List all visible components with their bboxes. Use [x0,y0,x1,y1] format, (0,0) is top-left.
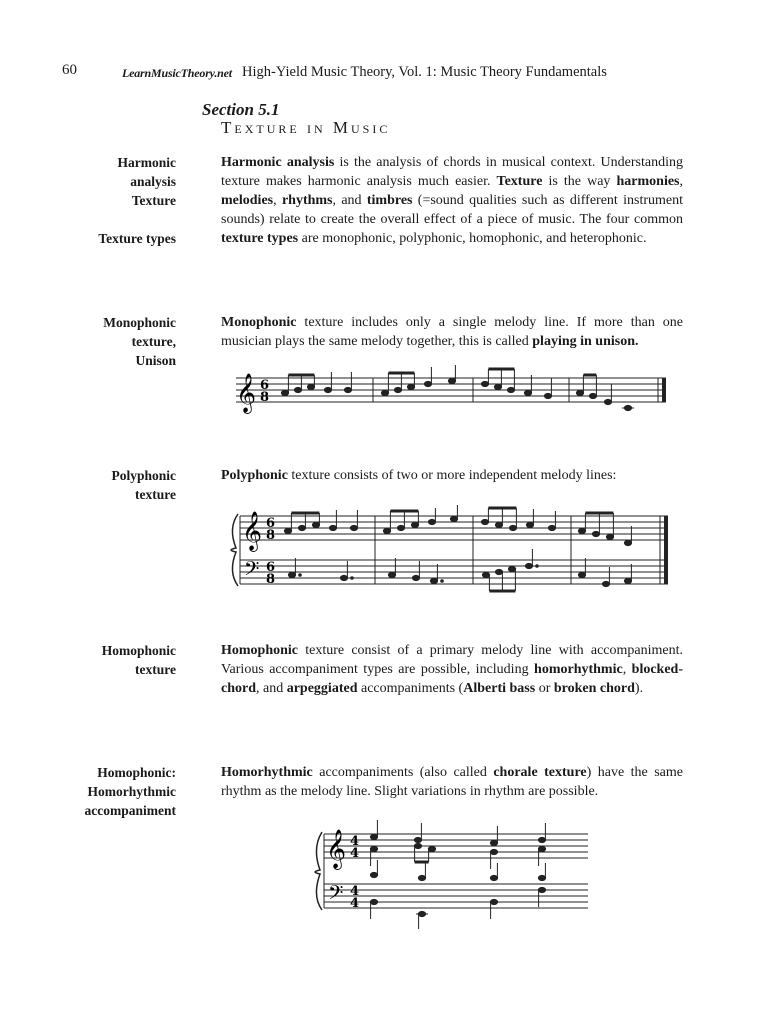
time-signature-top: 6 [266,560,276,575]
margin-line: texture [135,487,176,502]
margin-line: Homophonic: [97,765,176,780]
margin-note-homophonic [60,641,176,679]
treble-clef-icon: 𝄞 [242,511,263,551]
chorale-notes [370,820,545,929]
treble-clef-icon: 𝄞 [326,829,347,869]
margin-line: texture [135,662,176,677]
time-signature-top: 6 [266,516,276,531]
bold-term: blocked-chord [221,662,683,696]
margin-line: Homorhythmic [87,784,176,799]
text-run: is the analysis of chords in musical context. Understanding texture makes harmonic analysis much easier. [221,155,683,189]
margin-line: texture, [131,334,176,349]
text-run: ). [634,681,644,696]
bold-term: texture types [221,231,299,246]
bold-term: Polyphonic [221,468,288,483]
time-signature-top: 4 [350,884,360,899]
text-run: , and [332,193,367,208]
treble-clef-icon: 𝄞 [236,373,257,413]
text-run: (=sound qualities such as different instrument sounds) relate to create the overall effect of a piece of music. The four common [221,193,683,227]
lower-voice-notes [288,549,631,591]
text-run: , [622,662,632,677]
text-run: texture includes only a single melody line. If more than one musician plays the same melody together, this is called [221,315,683,349]
paragraph-polyphonic [221,466,683,485]
bold-term: homorhythmic [534,662,623,677]
margin-note-harmonic-analysis [60,153,176,210]
text-run: or [535,681,554,696]
margin-line: Texture [131,193,176,208]
text-run: texture consist of a primary melody line with accompaniment. Various accompaniment types are possible, including [221,643,683,677]
bold-term: rhythms [281,193,333,208]
margin-note-monophonic [60,313,176,370]
bold-term: melodies [221,193,274,208]
text-run: texture consists of two or more independent melody lines: [287,468,617,483]
time-signature-bottom: 8 [266,572,276,587]
text-run: is the way [542,174,617,189]
paragraph-homophonic [221,641,683,698]
bold-term: harmonies [616,174,680,189]
text-run: , and [256,681,287,696]
margin-line: Texture types [98,231,176,246]
bold-term: Homophonic [221,643,299,658]
paragraph-harmonic-analysis [221,153,683,248]
paragraph-monophonic [221,313,683,351]
text-run: ) have the same rhythm as the melody line. Slight variations in rhythm are possible. [221,765,683,799]
time-signature-bottom: 4 [350,896,360,911]
margin-note-polyphonic [60,466,176,504]
text-run: are monophonic, polyphonic, homophonic, and heterophonic. [298,231,647,246]
bold-term: Alberti bass [463,681,536,696]
bold-term: Homorhythmic [221,765,313,780]
paragraph-homorhythmic [221,763,683,801]
bold-term: timbres [366,193,413,208]
section-label: Section 5.1 [202,100,280,119]
bass-clef-icon: 𝄢 [328,881,344,909]
bold-term: chorale texture [493,765,587,780]
text-run: accompaniments (also called [312,765,494,780]
time-signature-top: 6 [260,378,270,393]
time-signature-bottom: 8 [260,390,270,405]
time-signature-bottom: 4 [350,846,360,861]
bold-term: Harmonic analysis [221,155,335,170]
margin-note-homorhythmic [60,763,176,820]
margin-line: analysis [130,174,176,189]
text-run: accompaniments ( [357,681,464,696]
section-title: Texture in Music [221,118,391,137]
homorhythmic-music-example [314,826,590,930]
bold-term: Texture [496,174,543,189]
polyphonic-music-example [232,508,674,590]
margin-note-texture-types [60,229,176,248]
bold-term: Monophonic [221,315,297,330]
bold-term: arpeggiated [286,681,358,696]
running-title: High-Yield Music Theory, Vol. 1: Music Theory Fundamentals [242,64,607,80]
bold-term: playing in unison. [532,334,639,349]
text-run: , [273,193,282,208]
bold-term: broken chord [553,681,635,696]
margin-line: Polyphonic [111,468,176,483]
bass-clef-icon: 𝄢 [244,557,260,585]
time-signature-bottom: 8 [266,528,276,543]
text-run: , [679,174,683,189]
margin-line: accompaniment [84,803,176,818]
page-number: 60 [62,62,77,78]
margin-line: Harmonic [117,155,176,170]
time-signature-top: 4 [350,834,360,849]
site-logo-text: LearnMusicTheory.net [122,66,232,80]
margin-line: Monophonic [103,315,176,330]
monophonic-music-example [230,364,670,424]
margin-line: Unison [135,353,176,368]
melody-notes [281,365,634,411]
margin-line: Homophonic [101,643,176,658]
